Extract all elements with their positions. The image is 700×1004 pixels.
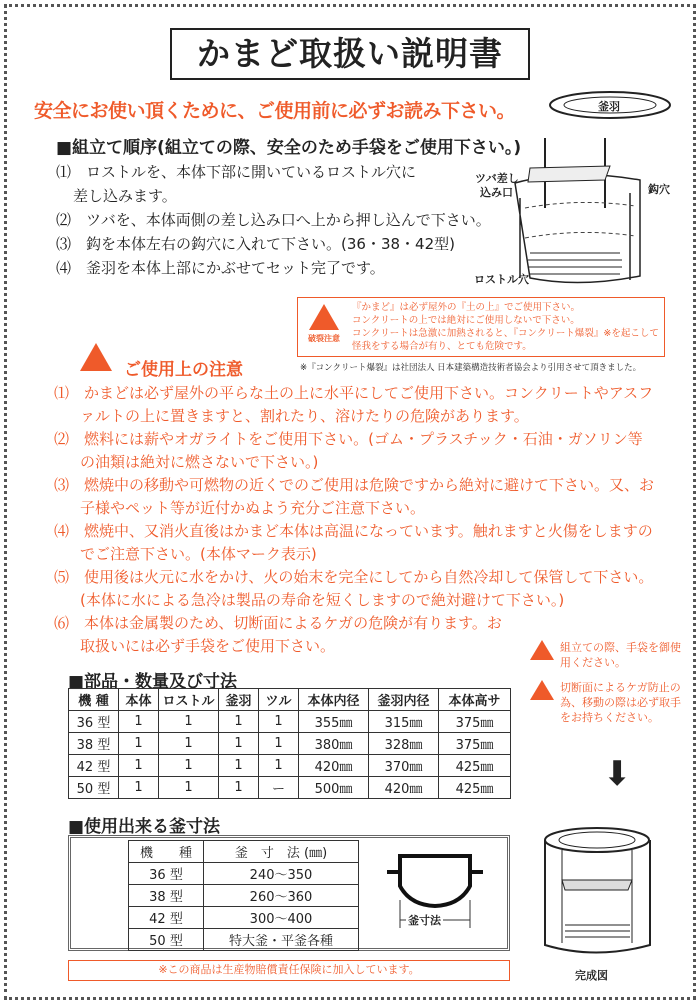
table-cell: 1	[259, 755, 299, 777]
table-cell: 375㎜	[439, 733, 511, 755]
caution-item: ⑶ 燃焼中の移動や可燃物の近くでのご使用は危険ですから絶対に避けて下さい。又、お子様やペット等が近付かぬよう充分ご注意下さい。	[54, 476, 655, 517]
table-cell: 425㎜	[439, 777, 511, 799]
table-cell: 420㎜	[369, 777, 439, 799]
table-cell: 355㎜	[299, 711, 369, 733]
table-row	[129, 929, 359, 951]
burst-warning-label: 破裂注意	[308, 334, 340, 343]
side-note: 切断面によるケガ防止の為、移動の際は必ず取手をお持ちください。	[560, 681, 681, 724]
caution-item: ⑹ 本体は金属製のため、切断面によるケガの危険が有ります。お取扱いには必ず手袋をご使用下さい。	[54, 614, 502, 655]
warning-line: コンクリートの上では絶対にご使用しないで下さい。	[352, 315, 580, 326]
table-cell: 1	[219, 755, 259, 777]
warning-box	[297, 297, 665, 357]
warning-line: コンクリートは急激に加熱されると、『コンクリート爆裂』※を起こして	[352, 328, 659, 339]
table-cell: 42 型	[129, 907, 204, 929]
table-cell: ロストル	[159, 689, 219, 711]
citation-note: ※『コンクリート爆裂』は社団法人 日本建築構造技術者協会より引用させて頂きました。	[300, 363, 642, 373]
caution-list	[54, 382, 654, 658]
caution-item: ⑷ 燃焼中、又消火直後はかまど本体は高温になっています。触れますと火傷をしますのでご注意下さい。(本体マーク表示)	[54, 522, 653, 563]
table-header	[69, 689, 511, 711]
table-cell: 42 型	[69, 755, 119, 777]
label-lid: 釜羽	[598, 100, 620, 113]
table-cell: 36 型	[69, 711, 119, 733]
table-cell: 38 型	[129, 885, 204, 907]
table-cell: 500㎜	[299, 777, 369, 799]
table-row	[69, 711, 511, 733]
side-note: 組立ての際、手袋を御使用ください。	[560, 641, 681, 669]
table-cell: 釜羽内径	[369, 689, 439, 711]
table-cell: 1	[219, 711, 259, 733]
pot-size-heading: ■使用出来る釜寸法	[68, 817, 221, 837]
finished-label: 完成図	[575, 969, 608, 982]
warning-line: 怪我をする場合が有り、とても危険です。	[352, 341, 532, 352]
table-cell: 1	[259, 711, 299, 733]
table-cell: 315㎜	[369, 711, 439, 733]
label-tsuba-1: ツバ差し	[475, 172, 519, 185]
step: ⑶ 鈎を本体左右の鈎穴に入れて下さい。(36・38・42型)	[56, 235, 455, 253]
table-cell: 機 種	[129, 841, 204, 863]
table-cell: 50 型	[69, 777, 119, 799]
step: ⑷ 釜羽を本体上部にかぶせてセット完了です。	[56, 259, 385, 277]
step: 差し込みます。	[73, 187, 177, 205]
table-cell: 1	[119, 711, 159, 733]
safety-headline: 安全にお使い頂くために、ご使用前に必ずお読み下さい。	[34, 100, 516, 122]
table-cell: 425㎜	[439, 755, 511, 777]
table-cell: 1	[159, 733, 219, 755]
table-cell: 1	[159, 755, 219, 777]
table-cell: 1	[119, 755, 159, 777]
table-row	[129, 863, 359, 885]
table-cell: 328㎜	[369, 733, 439, 755]
table-cell: 300〜400	[204, 907, 359, 929]
label-tsuba-2: 込み口	[480, 186, 513, 199]
table-row	[69, 755, 511, 777]
caution-item: ⑸ 使用後は火元に水をかけ、火の始末を完全にしてから自然冷却して保管して下さい。(本体に水による急冷は製品の寿命を短くしますので絶対避けて下さい。)	[54, 568, 654, 609]
table-header	[129, 841, 359, 863]
label-grate-hole: ロストル穴	[474, 273, 529, 286]
parts-table	[68, 688, 511, 799]
table-row	[129, 907, 359, 929]
table-cell: 1	[159, 777, 219, 799]
table-cell: 1	[119, 733, 159, 755]
table-cell: 本体	[119, 689, 159, 711]
step: ⑴ ロストルを、本体下部に開いているロストル穴に	[56, 163, 417, 181]
table-cell: 260〜360	[204, 885, 359, 907]
table-cell: 370㎜	[369, 755, 439, 777]
caution-icon	[80, 343, 112, 371]
table-cell: 1	[159, 711, 219, 733]
label-hook-hole: 鈎穴	[648, 183, 670, 196]
side-notes	[560, 640, 690, 725]
table-cell: ツル	[259, 689, 299, 711]
table-cell: 375㎜	[439, 711, 511, 733]
table-cell: 380㎜	[299, 733, 369, 755]
table-cell: 釜羽	[219, 689, 259, 711]
table-cell: 50 型	[129, 929, 204, 951]
table-cell: 1	[259, 733, 299, 755]
pot-size-table	[128, 840, 359, 951]
caution-item: ⑵ 燃料には薪やオガライトをご使用下さい。(ゴム・プラスチック・石油・ガソリン等の油類は絶対に燃さないで下さい。)	[54, 430, 643, 471]
warning-icon	[530, 640, 554, 660]
table-cell: 本体高サ	[439, 689, 511, 711]
table-cell: 240〜350	[204, 863, 359, 885]
caution-heading: ご使用上の注意	[124, 360, 243, 380]
table-row	[129, 885, 359, 907]
table-cell: 38 型	[69, 733, 119, 755]
table-cell: 1	[219, 777, 259, 799]
assembly-heading: ■組立て順序(組立ての際、安全のため手袋をご使用下さい。)	[56, 138, 522, 158]
table-cell: 釜 寸 法 (㎜)	[204, 841, 359, 863]
table-cell: 本体内径	[299, 689, 369, 711]
table-cell: 1	[219, 733, 259, 755]
burst-warning-icon	[304, 304, 344, 345]
table-cell: ー	[259, 777, 299, 799]
step: ⑵ ツバを、本体両側の差し込み口へ上から押し込んで下さい。	[56, 211, 491, 229]
warning-line: 『かまど』は必ず屋外の『土の上』でご使用下さい。	[352, 302, 581, 313]
table-cell: 420㎜	[299, 755, 369, 777]
caution-item: ⑴ かまどは必ず屋外の平らな土の上に水平にしてご使用下さい。コンクリートやアスファルトの上に置きますと、割れたり、溶けたりの危険があります。	[54, 384, 654, 425]
pot-dimension-label: 釜寸法	[408, 914, 441, 927]
insurance-note: ※この商品は生産物賠償責任保険に加入しています。	[68, 960, 510, 981]
table-cell: 36 型	[129, 863, 204, 885]
assembly-steps	[56, 160, 491, 280]
page-title: かまど取扱い説明書	[170, 28, 530, 80]
table-cell: 1	[119, 777, 159, 799]
table-row	[69, 733, 511, 755]
finished-illustration	[540, 825, 660, 960]
warning-icon	[530, 680, 554, 700]
table-cell: 特大釜・平釜各種	[204, 929, 359, 951]
parts-heading: ■部品・数量及び寸法	[68, 672, 238, 692]
table-cell: 機 種	[69, 689, 119, 711]
down-arrow-icon: ⬇	[603, 754, 632, 794]
table-row	[69, 777, 511, 799]
